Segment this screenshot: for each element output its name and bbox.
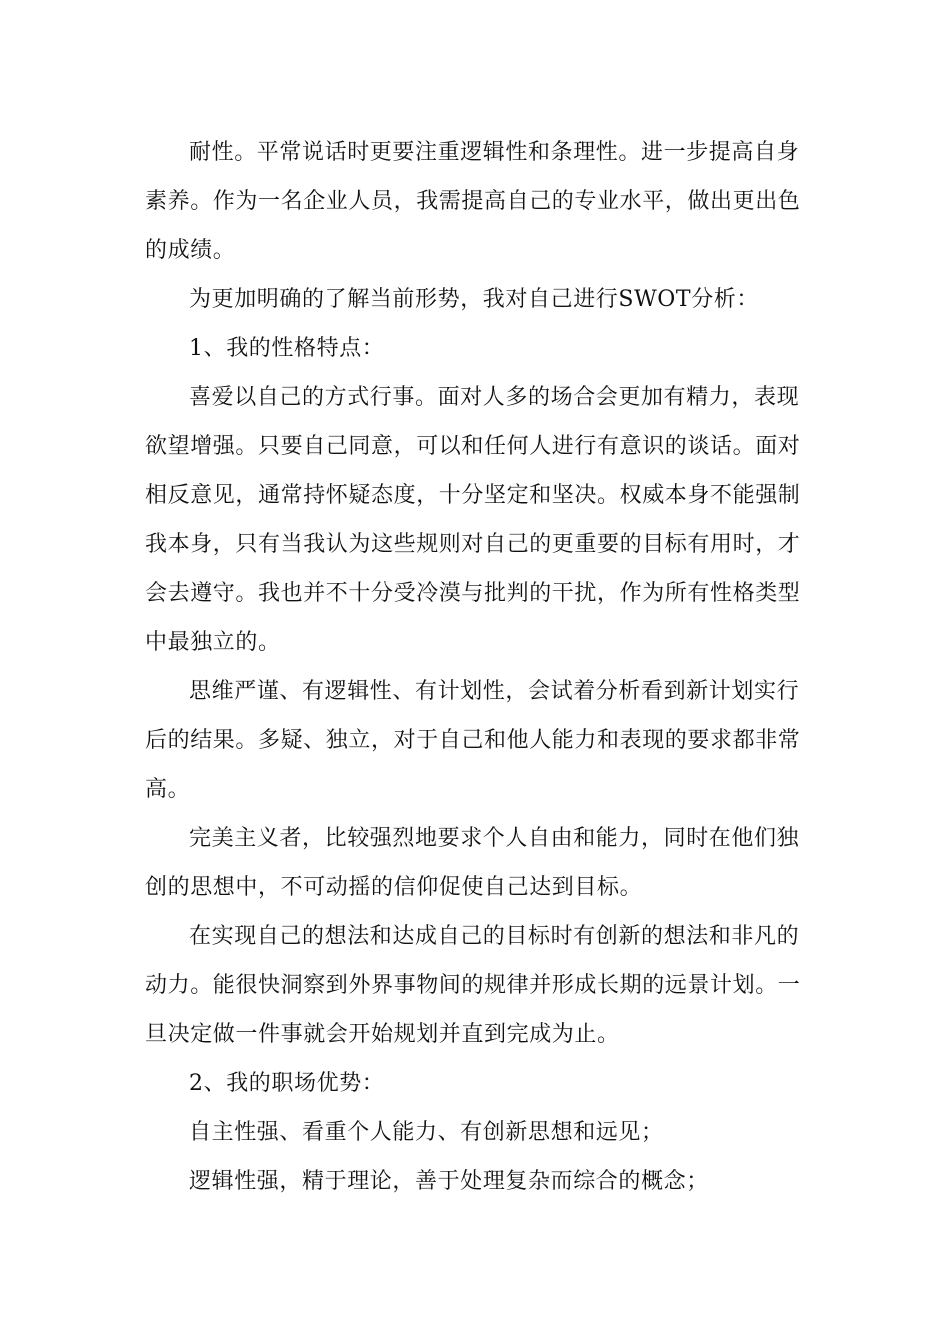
text-line: 自主性强、看重个人能力、有创新思想和远见；: [189, 1120, 664, 1145]
text-line: 高。: [145, 777, 191, 802]
text-line: 旦决定做一件事就会开始规划并直到完成为止。: [145, 1022, 620, 1047]
text-line: 创的思想中，不可动摇的信仰促使自己达到目标。: [145, 875, 643, 900]
text-line: 逻辑性强，精于理论，善于处理复杂而综合的概念；: [189, 1169, 709, 1194]
text-line: 为更加明确的了解当前形势，我对自己进行SWOT分析：: [189, 287, 759, 312]
text-line: 会去遵守。我也并不十分受冷漠与批判的干扰，作为所有性格类型: [145, 581, 801, 606]
text-line: 耐性。平常说话时更要注重逻辑性和条理性。进一步提高自身: [189, 140, 800, 165]
text-line: 的成绩。: [145, 238, 236, 263]
text-line: 素养。作为一名企业人员，我需提高自己的专业水平，做出更出色: [145, 189, 801, 214]
document-body: [145, 128, 810, 1206]
text-line: 思维严谨、有逻辑性、有计划性，会试着分析看到新计划实行: [189, 679, 800, 704]
text-line: 欲望增强。只要自己同意，可以和任何人进行有意识的谈话。面对: [145, 434, 801, 459]
text-line: 动力。能很快洞察到外界事物间的规律并形成长期的远景计划。一: [145, 973, 801, 998]
text-line: 2、我的职场优势：: [189, 1071, 385, 1096]
text-line: 1、我的性格特点：: [189, 336, 385, 361]
text-line: 完美主义者，比较强烈地要求个人自由和能力，同时在他们独: [189, 826, 800, 851]
text-line: 喜爱以自己的方式行事。面对人多的场合会更加有精力，表现: [189, 385, 800, 410]
text-line: 中最独立的。: [145, 630, 281, 655]
text-line: 后的结果。多疑、独立，对于自己和他人能力和表现的要求都非常: [145, 728, 801, 753]
text-line: 在实现自己的想法和达成自己的目标时有创新的想法和非凡的: [189, 924, 800, 949]
text-line: 相反意见，通常持怀疑态度，十分坚定和坚决。权威本身不能强制: [145, 483, 801, 508]
text-line: 我本身，只有当我认为这些规则对自己的更重要的目标有用时，才: [145, 532, 801, 557]
